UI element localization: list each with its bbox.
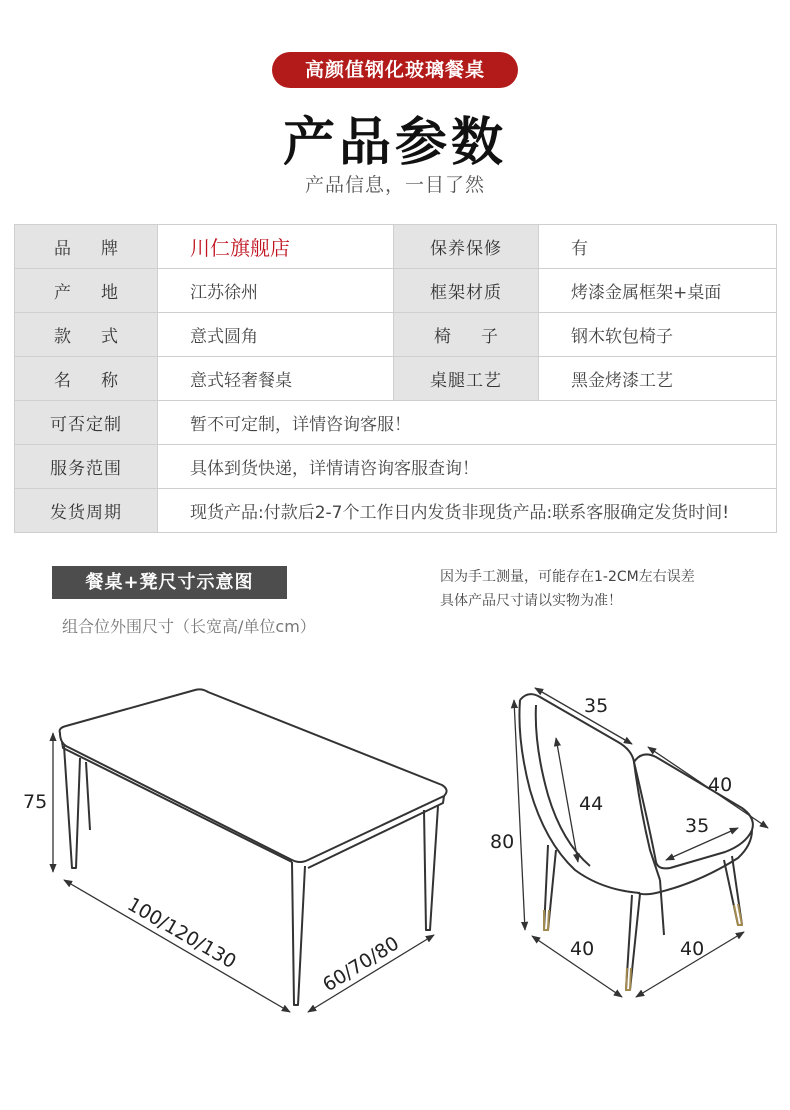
dimension-section-title: 餐桌+凳尺寸示意图 [52, 566, 287, 599]
spec-value-service: 具体到货快递，详情请咨询客服查询！ [158, 445, 777, 489]
spec-label-brand: 品牌 [15, 225, 158, 269]
spec-label-warranty: 保养保修 [394, 225, 539, 269]
product-badge: 高颜值钢化玻璃餐桌 [272, 52, 518, 88]
spec-label-leg: 桌腿工艺 [394, 357, 539, 401]
spec-value-style: 意式圆角 [158, 313, 394, 357]
table-length-label: 100/120/130 [123, 893, 240, 974]
spec-label-origin: 产地 [15, 269, 158, 313]
chair-back-height-label: 44 [579, 793, 604, 815]
spec-value-frame: 烤漆金属框架+桌面 [539, 269, 777, 313]
page-title: 产品参数 [282, 113, 507, 173]
spec-label-service: 服务范围 [15, 445, 158, 489]
chair-total-height-label: 80 [490, 831, 515, 853]
chair-seat-width-label: 35 [685, 815, 710, 837]
spec-label-delivery: 发货周期 [15, 489, 158, 533]
spec-label-chair: 椅子 [394, 313, 539, 357]
spec-label-style: 款式 [15, 313, 158, 357]
spec-value-warranty: 有 [539, 225, 777, 269]
chair-leg-span-front-label: 40 [570, 938, 595, 960]
table-height-label: 75 [23, 791, 48, 813]
spec-value-chair: 钢木软包椅子 [539, 313, 777, 357]
spec-value-delivery: 现货产品:付款后2-7个工作日内发货非现货产品:联系客服确定发货时间! [158, 489, 777, 533]
measurement-note: 因为手工测量，可能存在1-2CM左右误差 [440, 569, 695, 585]
chair-drawing [519, 694, 752, 990]
spec-label-frame: 框架材质 [394, 269, 539, 313]
page-subtitle: 产品信息，一目了然 [304, 174, 485, 196]
spec-value-custom: 暂不可定制，详情咨询客服！ [158, 401, 777, 445]
dimension-caption: 组合位外围尺寸（长宽高/单位cm） [62, 617, 316, 636]
chair-back-width-label: 35 [584, 695, 609, 717]
spec-value-leg: 黑金烤漆工艺 [539, 357, 777, 401]
spec-label-custom: 可否定制 [15, 401, 158, 445]
spec-label-name: 名称 [15, 357, 158, 401]
table-dimension-lines [53, 733, 434, 1012]
spec-value-origin: 江苏徐州 [158, 269, 394, 313]
measurement-note-2: 具体产品尺寸请以实物为准！ [440, 593, 622, 609]
spec-value-name: 意式轻奢餐桌 [158, 357, 394, 401]
chair-leg-span-side-label: 40 [680, 938, 705, 960]
table-width-label: 60/70/80 [318, 932, 404, 997]
spec-value-brand: 川仁旗舰店 [158, 225, 394, 269]
chair-seat-depth-label: 40 [708, 774, 733, 796]
